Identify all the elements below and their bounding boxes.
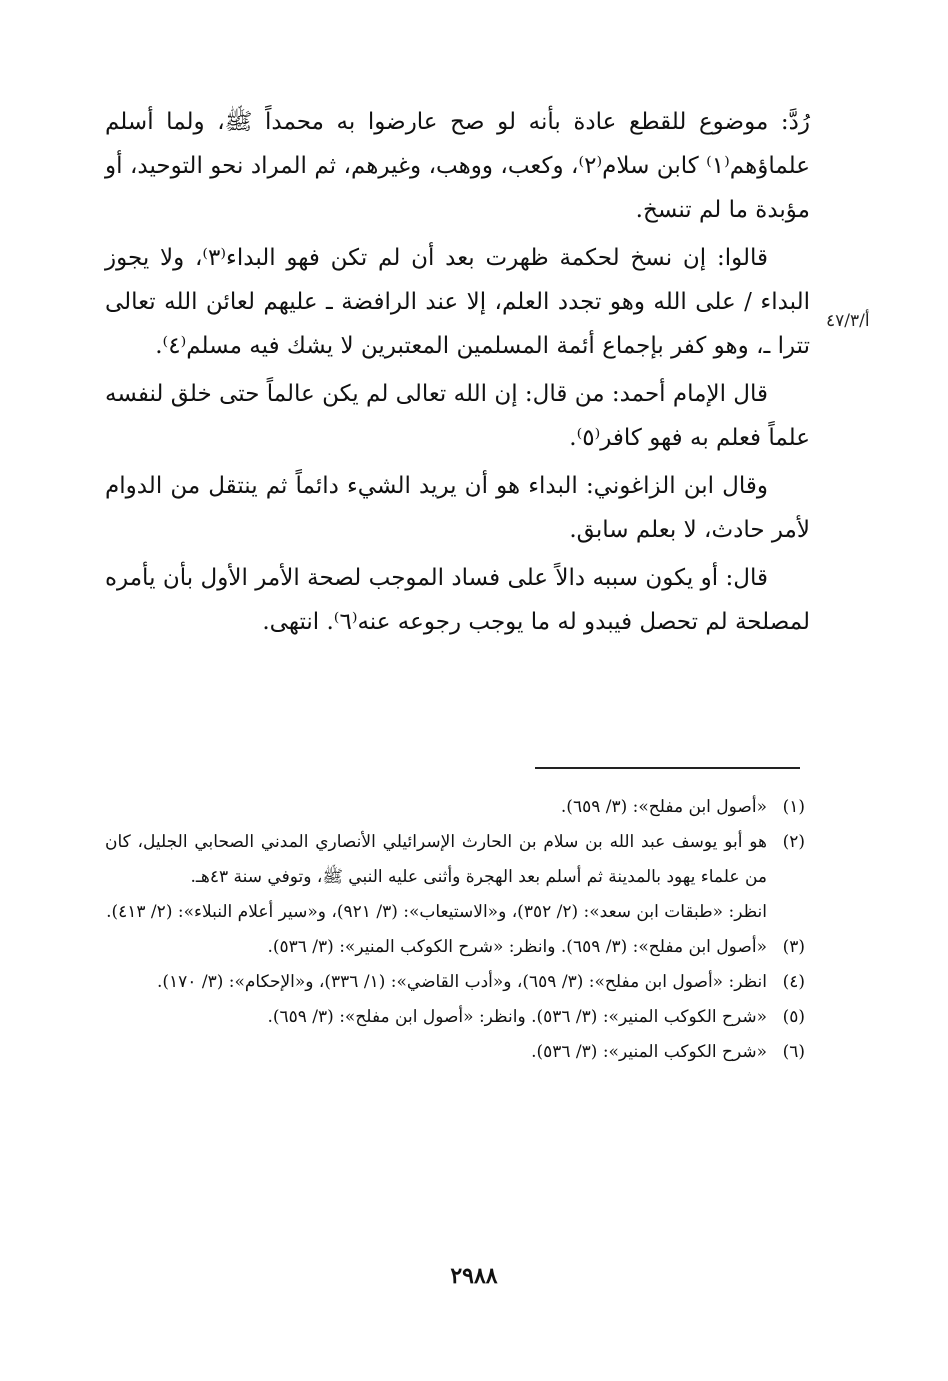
footnote-number: (٤) <box>782 972 805 992</box>
footnote-2-continuation <box>105 895 805 930</box>
page-number: ٢٩٨٨ <box>450 1263 498 1289</box>
paragraph-5: قال: أو يكون سببه دالاً على فساد الموجب لصحة الأمر الأول بأن يأمره لمصلحة لم تحصل فيبدو له ما يوجب رجوعه عنه⁽٦⁾. انتهى. <box>105 565 810 635</box>
footnote-text: هو أبو يوسف عبد الله بن سلام بن الحارث الإسرائيلي الأنصاري المدني الصحابي الجليل، كان من علماء يهود بالمدينة ثم أسلم بعد الهجرة وأثنى عليه النبي ﷺ، وتوفي سنة ٤٣هـ. <box>105 832 767 887</box>
footnote-2 <box>105 825 805 895</box>
paragraph-1: رُدَّ: موضوع للقطع عادة بأنه لو صح عارضوا به محمداً ﷺ، ولما أسلم علماؤهم⁽١⁾ كابن سلام⁽٢⁾، وكعب، ووهب، وغيرهم، ثم المراد نحو التوحيد، أو مؤبدة ما لم تنسخ. <box>105 109 810 223</box>
footnotes <box>105 790 805 1070</box>
footnote-text: «شرح الكوكب المنير»: (٣/ ٥٣٦). <box>531 1042 767 1062</box>
paragraph-4: وقال ابن الزاغوني: البداء هو أن يريد الشيء دائماً ثم ينتقل من الدوام لأمر حادث، لا بعلم سابق. <box>105 473 810 543</box>
footnote-5 <box>105 1000 805 1035</box>
footnote-text: انظر: «أصول ابن مفلح»: (٣/ ٦٥٩)، و«أدب القاضي»: (١/ ٣٣٦)، و«الإحكام»: (٣/ ١٧٠). <box>156 972 767 992</box>
footnote-number: (٣) <box>782 937 805 957</box>
footnote-text: «شرح الكوكب المنير»: (٣/ ٥٣٦). وانظر: «أصول ابن مفلح»: (٣/ ٦٥٩). <box>267 1007 767 1027</box>
paragraph-3: قال الإمام أحمد: من قال: إن الله تعالى لم يكن عالماً حتى خلق لنفسه علماً فعلم به فهو كافر⁽٥⁾. <box>105 381 810 451</box>
footnote-text: انظر: «طبقات ابن سعد»: (٢/ ٣٥٢)، و«الاستيعاب»: (٣/ ٩٢١)، و«سير أعلام النبلاء»: (٢/ ٤١٣). <box>106 902 767 922</box>
footnote-4 <box>105 965 805 1000</box>
footnote-divider <box>535 767 800 769</box>
paragraph-2: قالوا: إن نسخ لحكمة ظهرت بعد أن لم تكن فهو البداء⁽٣⁾، ولا يجوز البداء / على الله وهو تجدد العلم، إلا عند الرافضة ـ عليهم لعائن الله تعالى تترا ـ، وهو كفر بإجماع أئمة المسلمين المعتبرين لا يشك فيه مسلم⁽٤⁾. <box>105 245 810 359</box>
footnote-number: (١) <box>782 797 805 817</box>
footnote-text: «أصول ابن مفلح»: (٣/ ٦٥٩). وانظر: «شرح الكوكب المنير»: (٣/ ٥٣٦). <box>267 937 767 957</box>
main-text <box>105 100 810 648</box>
footnote-text: «أصول ابن مفلح»: (٣/ ٦٥٩). <box>560 797 767 817</box>
footnote-3 <box>105 930 805 965</box>
footnote-number: (٢) <box>782 832 805 852</box>
footnote-6 <box>105 1035 805 1070</box>
footnote-number: (٥) <box>782 1007 805 1027</box>
manuscript-folio-ref: أ/٤٧/٣ <box>826 311 870 331</box>
footnote-number: (٦) <box>782 1042 805 1062</box>
footnote-1 <box>105 790 805 825</box>
